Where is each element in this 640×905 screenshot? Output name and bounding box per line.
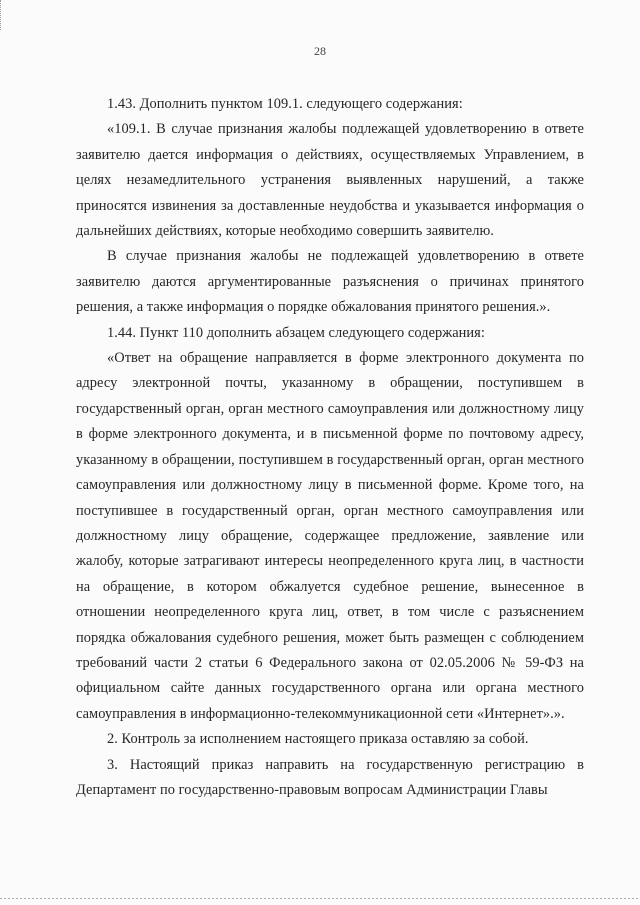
paragraph-complaint-rejected: В случае признания жалобы не подлежащей удовлетворению в ответе заявителю даются аргументированные разъяснения о причинах принятого решения, а также информация о порядке обжалования принятого решения.».: [76, 248, 584, 316]
paragraph-registration: 3. Настоящий приказ направить на государственную регистрацию в Департамент по государственно-правовым вопросам Администрации Главы: [76, 756, 584, 798]
paragraph-1-43: 1.43. Дополнить пунктом 109.1. следующего содержания:: [107, 96, 463, 112]
scan-bottom-edge: [0, 898, 640, 899]
paragraph-1-44: 1.44. Пункт 110 дополнить абзацем следующего содержания:: [107, 324, 485, 341]
document-body: [76, 92, 584, 803]
paragraph-109-1: «109.1. В случае признания жалобы подлежащей удовлетворению в ответе заявителю дается информация о действиях, осуществляемых Управлением, в целях незамедлительного устранения выявленных нарушений, а также приносятся извинения за доставленные неудобства и указывается информация о дальнейших действиях, которые необходимо совершить заявителю.: [76, 121, 584, 240]
paragraph-response-delivery: «Ответ на обращение направляется в форме электронного документа по адресу электронной почты, указанному в обращении, поступившем в государственный орган, орган местного самоуправления или должностному лицу в форме электронного документа, и в письменной форме по почтовому адресу, указанному в обращении, поступившем в государственный орган, орган местного самоуправления или должностному лицу в письменной форме. Кроме того, на поступившее в государственный орган, орган местного самоуправления или должностному лицу обращение, содержащее предложение, заявление или жалобу, которые затрагивают интересы неопределенного круга лиц, в частности на обращение, в котором обжалуется судебное решение, вынесенное в отношении неопределенного круга лиц, ответ, в том числе с разъяснением порядка обжалования судебного решения, может быть размещен с соблюдением требований части 2 статьи 6 Федерального закона от 02.05.2006 № 59-ФЗ на официальном сайте данных государственного органа или органа местного самоуправления в информационно-телекоммуникационной сети «Интернет».».: [76, 350, 584, 722]
scan-edge-mark: [0, 0, 4, 30]
page-number: 28: [314, 44, 326, 58]
paragraph-control: 2. Контроль за исполнением настоящего приказа оставляю за собой.: [107, 731, 529, 748]
